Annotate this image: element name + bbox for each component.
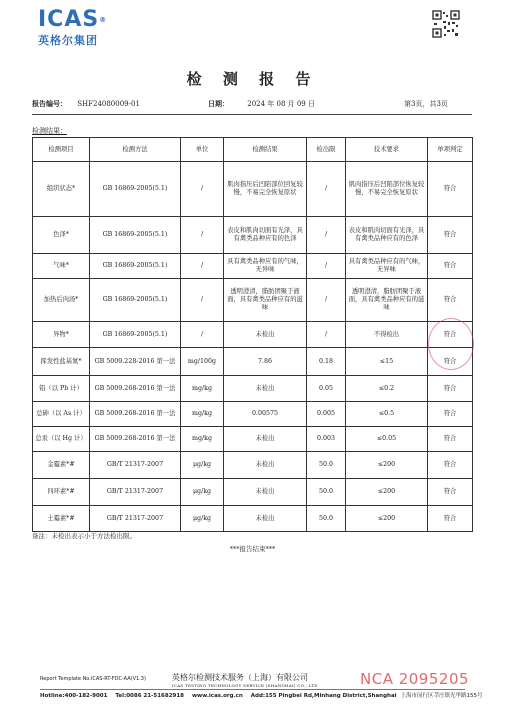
remark-note: 备注：未检出表示小于方法检出限。 [32, 532, 136, 540]
table-cell: 表皮和肌肉切面有光泽，具有禽类品种应有的色泽 [224, 217, 307, 254]
table-cell: 土霉素*# [33, 506, 90, 532]
table-cell: ≤200 [346, 452, 428, 479]
table-cell: / [181, 279, 224, 322]
column-header: 检测结果 [224, 138, 307, 162]
table-row [33, 376, 473, 402]
official-seal-stamp [428, 318, 474, 370]
table-cell: ≤0.05 [346, 427, 428, 452]
table-cell: 50.0 [307, 479, 346, 506]
table-cell: 未检出 [224, 506, 307, 532]
hotline: Hotline:400-182-9001 [40, 693, 108, 699]
table-cell: 0.005 [307, 402, 346, 427]
header-divider [32, 114, 472, 115]
table-cell: 表皮和肌肉切面有光泽，具有禽类品种应有的色泽 [346, 217, 428, 254]
table-cell: 符合 [428, 402, 473, 427]
table-cell: / [307, 279, 346, 322]
table-cell: 挥发性盐基氮* [33, 348, 90, 376]
table-cell: mg/kg [181, 376, 224, 402]
table-row [33, 452, 473, 479]
table-cell: 肌肉指压后凹陷部位回复较慢，不易完全恢复原状 [224, 162, 307, 217]
table-cell: 符合 [428, 162, 473, 217]
table-row [33, 348, 473, 376]
qr-code-icon [432, 10, 460, 38]
table-cell: 符合 [428, 322, 473, 348]
report-number-label: 报告编号： [32, 99, 67, 108]
footer-contact-bar [40, 691, 488, 699]
table-cell: 0.18 [307, 348, 346, 376]
table-cell: 组织状态* [33, 162, 90, 217]
table-cell: 透明澄清，脂肪团聚于液面，具有禽类品种应有的滋味 [346, 279, 428, 322]
table-cell: 具有禽类品种应有的气味，无异味 [346, 254, 428, 279]
logo-subtitle: 英格尔集团 [38, 34, 98, 47]
column-header: 检测方法 [90, 138, 181, 162]
table-cell: GB 16869-2005(5.1) [90, 217, 181, 254]
table-cell: ≤0.2 [346, 376, 428, 402]
table-row [33, 479, 473, 506]
table-cell: μg/kg [181, 506, 224, 532]
results-table [32, 137, 473, 532]
table-row [33, 217, 473, 254]
table-cell: GB/T 21317-2007 [90, 479, 181, 506]
table-cell: / [181, 322, 224, 348]
footer-divider [40, 689, 465, 690]
table-cell: GB/T 21317-2007 [90, 506, 181, 532]
table-cell: 未检出 [224, 322, 307, 348]
logo-text: ICAS® [38, 7, 108, 32]
table-cell: 异物* [33, 322, 90, 348]
template-number: Report Template No.ICAS-RT-FDC-AA(V1.3) [40, 676, 146, 682]
table-cell: mg/100g [181, 348, 224, 376]
results-label: 检测结果： [32, 127, 67, 135]
table-cell: GB 16869-2005(5.1) [90, 279, 181, 322]
table-cell: 不得检出 [346, 322, 428, 348]
table-cell: ≤0.5 [346, 402, 428, 427]
table-cell: 符合 [428, 254, 473, 279]
table-cell: 符合 [428, 479, 473, 506]
table-row [33, 322, 473, 348]
company-logo [38, 8, 107, 48]
table-cell: 气味* [33, 254, 90, 279]
table-cell: 符合 [428, 348, 473, 376]
report-date-label: 日期： [208, 99, 229, 108]
table-cell: 总汞（以 Hg 计） [33, 427, 90, 452]
table-cell: 0.05 [307, 376, 346, 402]
table-cell: mg/kg [181, 402, 224, 427]
table-cell: / [181, 254, 224, 279]
table-row [33, 279, 473, 322]
table-cell: GB 16869-2005(5.1) [90, 162, 181, 217]
table-cell: μg/kg [181, 452, 224, 479]
table-cell: 未检出 [224, 376, 307, 402]
table-cell: / [307, 162, 346, 217]
table-cell: GB 5009.228-2016 第一法 [90, 348, 181, 376]
table-cell: / [181, 162, 224, 217]
table-row [33, 427, 473, 452]
table-cell: 符合 [428, 376, 473, 402]
report-number [32, 99, 140, 109]
table-cell: 具有禽类品种应有的气味，无异味 [224, 254, 307, 279]
table-cell: ≤200 [346, 479, 428, 506]
table-cell: 总砷（以 As 计） [33, 402, 90, 427]
table-cell: 色泽* [33, 217, 90, 254]
table-cell: ≤200 [346, 506, 428, 532]
page-info: 第3页，共3页 [404, 100, 448, 108]
table-cell: 肌肉指压后凹陷部位恢复较慢，不易完全恢复原状 [346, 162, 428, 217]
table-cell: / [307, 217, 346, 254]
table-cell: 金霉素*# [33, 452, 90, 479]
table-cell: mg/kg [181, 427, 224, 452]
table-cell: 符合 [428, 217, 473, 254]
table-cell: 未检出 [224, 452, 307, 479]
table-cell: / [181, 217, 224, 254]
table-cell: GB 5009.268-2016 第一法 [90, 427, 181, 452]
column-header: 单项判定 [428, 138, 473, 162]
report-date [208, 99, 315, 109]
column-header: 检出限 [307, 138, 346, 162]
table-cell: 0.003 [307, 427, 346, 452]
table-row [33, 162, 473, 217]
table-cell: 0.00575 [224, 402, 307, 427]
company-name-en: ICAS TESTING TECHNOLOGY SERVICE (SHANGHAI) CO., LTD [172, 683, 318, 688]
table-cell: GB 16869-2005(5.1) [90, 322, 181, 348]
report-number-value: SHF24080009-01 [77, 100, 140, 108]
table-cell: ≤15 [346, 348, 428, 376]
table-cell: 符合 [428, 452, 473, 479]
table-cell: GB 16869-2005(5.1) [90, 254, 181, 279]
table-row [33, 254, 473, 279]
address-cn: 上海市闵行区莘庄镇光华路155号 [400, 693, 483, 699]
table-cell: 四环素*# [33, 479, 90, 506]
column-header: 检测项目 [33, 138, 90, 162]
table-cell: / [307, 254, 346, 279]
column-header: 技术要求 [346, 138, 428, 162]
table-cell: μg/kg [181, 479, 224, 506]
column-header: 单位 [181, 138, 224, 162]
table-cell: 符合 [428, 279, 473, 322]
report-title: 检 测 报 告 [186, 70, 319, 88]
table-cell: / [307, 322, 346, 348]
table-cell: GB 5009.268-2016 第一法 [90, 376, 181, 402]
report-end-mark: ***报告结束*** [229, 545, 276, 553]
table-cell: 50.0 [307, 506, 346, 532]
table-cell: 透明澄清，脂肪团聚于液面，具有禽类品种应有的滋味 [224, 279, 307, 322]
table-cell: 符合 [428, 427, 473, 452]
table-cell: GB 5009.268-2016 第一法 [90, 402, 181, 427]
telephone: Tel:0086 21-51682918 [115, 693, 185, 699]
address-en: Add:155 Pingbei Rd,Minhang District,Shanghai [250, 693, 397, 699]
table-cell: 7.86 [224, 348, 307, 376]
table-header-row [33, 138, 473, 162]
table-row [33, 506, 473, 532]
table-cell: 加热后肉汤* [33, 279, 90, 322]
table-row [33, 402, 473, 427]
company-name-cn: 英格尔检测技术服务（上海）有限公司 [172, 673, 308, 682]
table-cell: 符合 [428, 506, 473, 532]
nca-accreditation-number: NCA 2095205 [360, 670, 470, 688]
website-link[interactable]: www.icas.org.cn [191, 693, 243, 699]
table-cell: 未检出 [224, 479, 307, 506]
table-cell: 铅（以 Pb 计） [33, 376, 90, 402]
report-date-value: 2024 年 08 月 09 日 [247, 100, 315, 108]
table-cell: 未检出 [224, 427, 307, 452]
table-cell: 50.0 [307, 452, 346, 479]
table-cell: GB/T 21317-2007 [90, 452, 181, 479]
